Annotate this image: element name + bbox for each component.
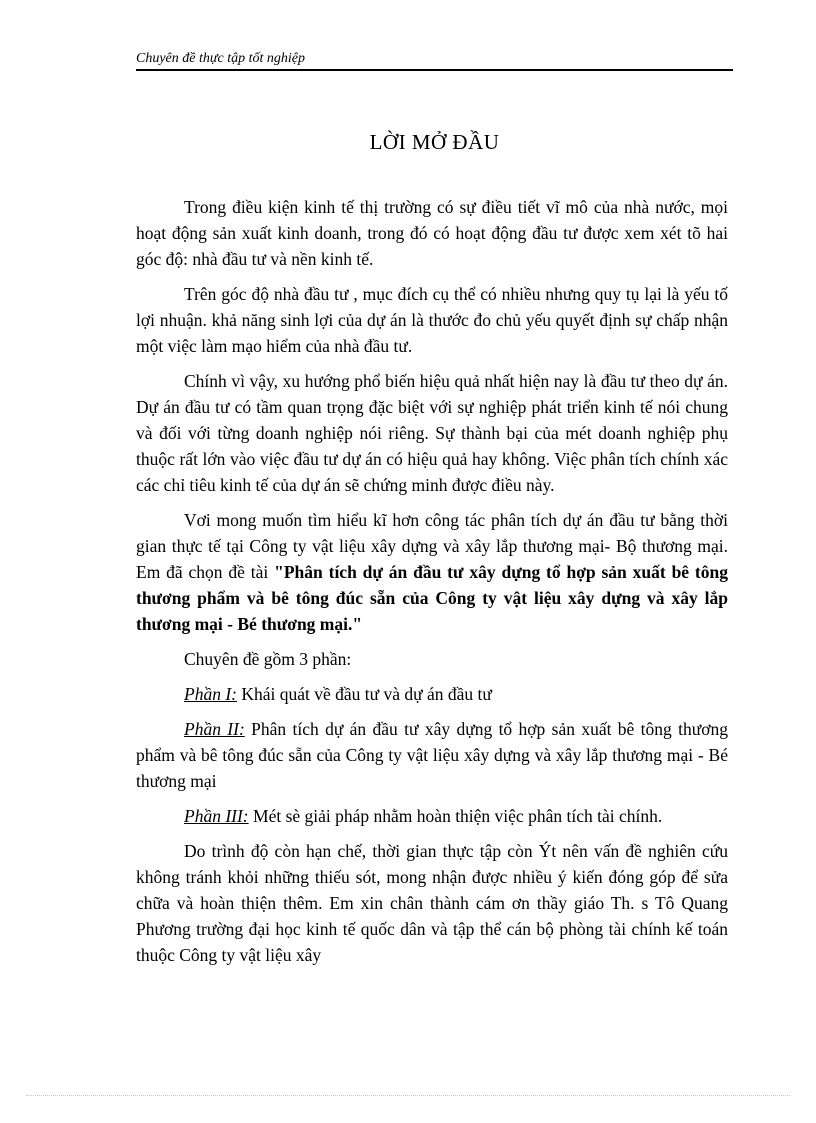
part-1-text: Khái quát về đầu tư và dự án đầu tư <box>236 684 492 704</box>
paragraph-1: Trong điều kiện kinh tế thị trường có sự điều tiết vĩ mô của nhà nước, mọi hoạt động sản xuất kinh doanh, trong đó có hoạt động đầu tư được xem xét tõ hai góc độ: nhà đầu tư và nền kinh tế. <box>136 197 728 269</box>
part-2 <box>136 716 728 794</box>
page-bottom-border <box>26 1095 790 1096</box>
paragraph-6: Do trình độ còn hạn chế, thời gian thực tập còn Ýt nên vấn đề nghiên cứu không tránh khỏi những thiếu sót, mong nhận được nhiều ý kiến đóng góp để sửa chữa và hoàn thiện thêm. Em xin chân thành cám ơn thầy giáo Th. s Tô Quang Phương trường đại học kinh tế quốc dân và tập thể cán bộ phòng tài chính kế toán thuộc Công ty vật liệu xây <box>136 841 728 965</box>
part-1-label: Phần I: <box>184 684 237 704</box>
paragraph-4-intro: Vơi mong muốn tìm hiểu kĩ hơn công tác phân tích dự án đầu tư bằng thời gian thực tế tại Công ty vật liệu xây dựng và xây lắp thương mại- Bộ thương mại. Em đã chọn đề tài <box>136 510 728 582</box>
paragraph-2: Trên góc độ nhà đầu tư , mục đích cụ thể có nhiều nhưng quy tụ lại là yếu tố lợi nhuận. khả năng sinh lợi của dự án là thước đo chủ yếu quyết định sự chấp nhận một việc làm mạo hiểm của nhà đầu tư. <box>136 284 728 356</box>
part-3-text: Mét sè giải pháp nhằm hoàn thiện việc phân tích tài chính. <box>248 806 663 826</box>
part-3-label: Phần III: <box>184 806 249 826</box>
thesis-topic: "Phân tích dự án đầu tư xây dựng tổ hợp sản xuất bê tông thương phẩm và bê tông đúc sẵn của Công ty vật liệu xây dựng và xây lắp thương mại - Bé thương mại." <box>136 562 728 634</box>
page-title: LỜI MỞ ĐẦU <box>369 130 500 154</box>
paragraph-4 <box>136 507 728 637</box>
page-header: Chuyên đề thực tập tốt nghiệp <box>136 50 733 71</box>
paragraph-3: Chính vì vậy, xu hướng phổ biến hiệu quả nhất hiện nay là đầu tư theo dự án. Dự án đầu tư có tầm quan trọng đặc biệt với sự nghiệp phát triển kinh tế nói chung và đối với từng doanh nghiệp nói riêng. Sự thành bại của mét doanh nghiệp phụ thuộc rất lớn vào việc đầu tư dự án có hiệu quả hay không. Việc phân tích chính xác các chỉ tiêu kinh tế của dự án sẽ chứng minh được điều này. <box>136 371 728 495</box>
part-1 <box>136 681 728 707</box>
part-2-label: Phần II: <box>184 719 245 739</box>
part-3 <box>136 803 728 829</box>
part-2-text: Phân tích dự án đầu tư xây dựng tổ hợp sản xuất bê tông thương phẩm và bê tông đúc sẵn của Công ty vật liệu xây dựng và xây lắp thương mại - Bé thương mại <box>136 719 728 791</box>
paragraph-5: Chuyên đề gồm 3 phần: <box>184 649 352 669</box>
document-body <box>136 194 728 977</box>
